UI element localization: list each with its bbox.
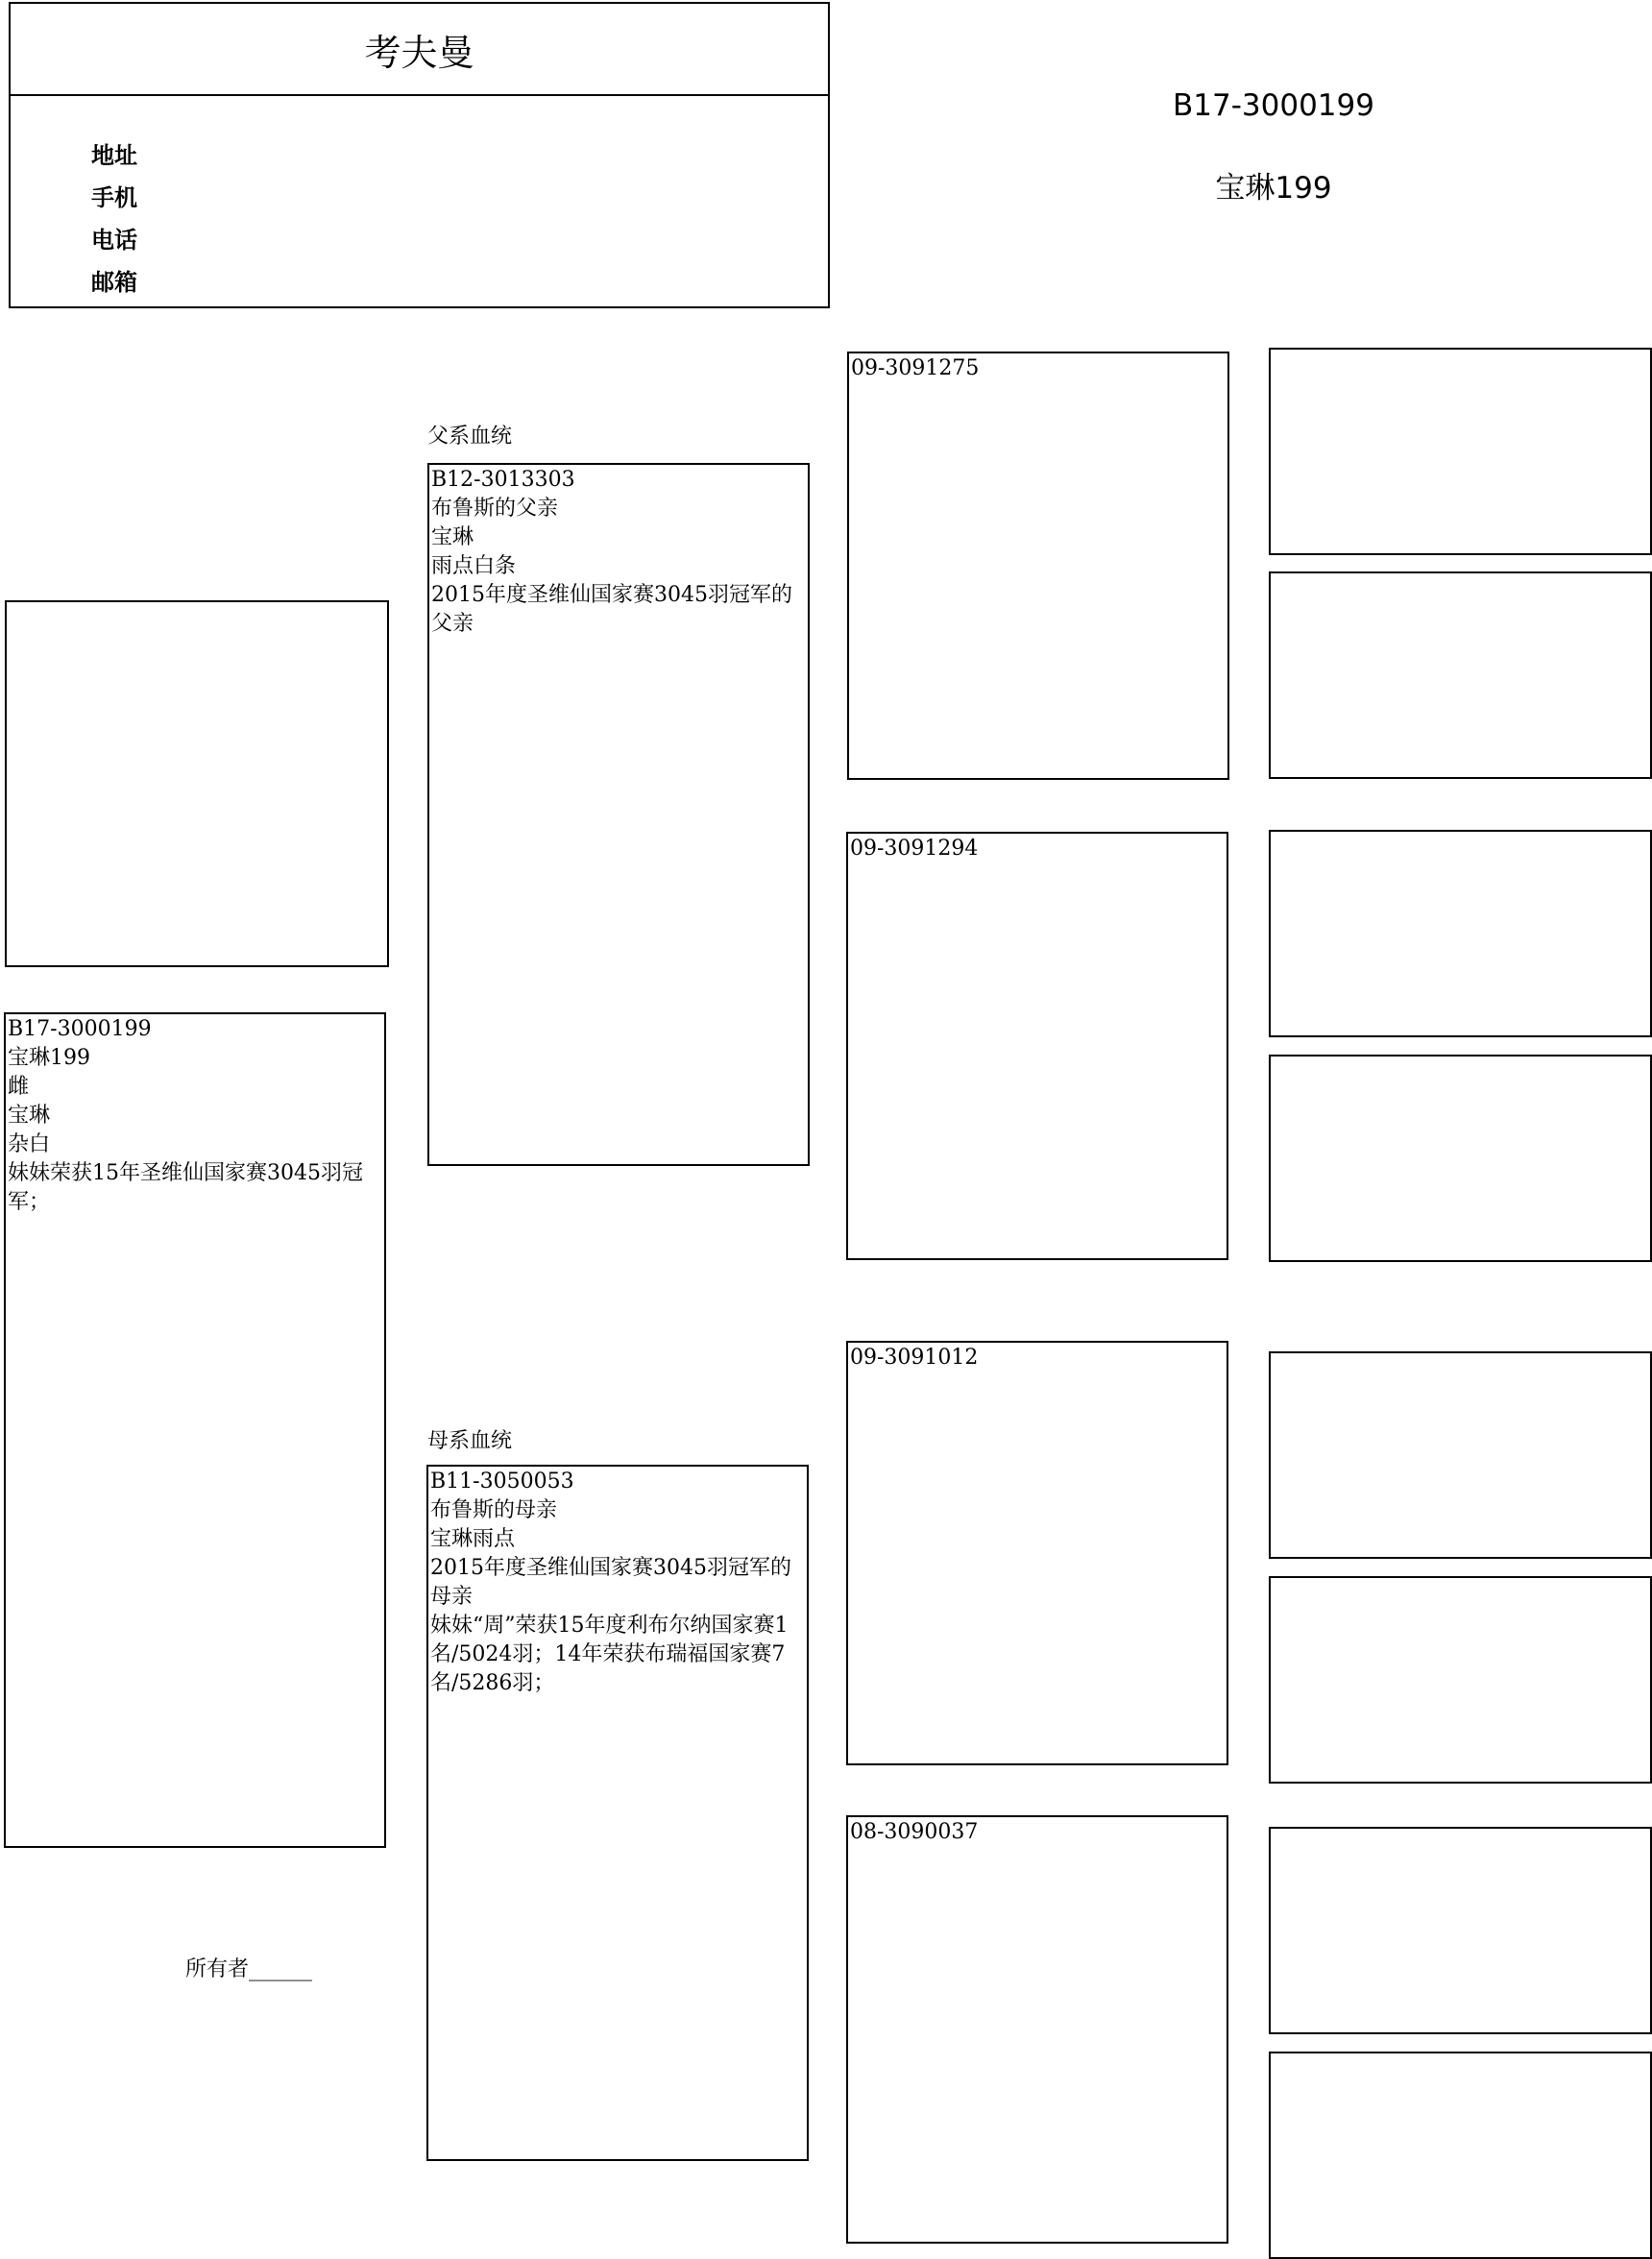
subject-line: 杂白 — [8, 1132, 51, 1156]
dam-line: 宝琳雨点 — [430, 1527, 516, 1551]
sire-line: 宝琳 — [431, 525, 474, 549]
dam-line: B11-3050053 — [430, 1470, 574, 1494]
grandparent-box — [846, 1815, 1228, 2244]
bird-ring-number: B17-3000199 — [1173, 88, 1374, 123]
dam-line: 布鲁斯的母亲 — [430, 1498, 558, 1522]
breeder-header — [9, 2, 830, 308]
phone-label: 电话 — [91, 227, 137, 254]
grandparent-box — [846, 1341, 1228, 1765]
bird-name: 宝琳199 — [1215, 171, 1332, 206]
dam-section-label: 母系血统 — [427, 1429, 513, 1453]
grandparent-ring: 09-3091012 — [850, 1346, 979, 1370]
subject-box — [4, 1012, 386, 1848]
grandparent-ring: 09-3091275 — [851, 356, 980, 380]
great-grandparent-box — [1269, 348, 1652, 555]
sire-line: 布鲁斯的父亲 — [431, 497, 559, 521]
subject-line: 宝琳199 — [8, 1046, 90, 1070]
subject-line: B17-3000199 — [8, 1017, 152, 1041]
great-grandparent-box — [1269, 1576, 1652, 1784]
grandparent-ring: 09-3091294 — [850, 837, 979, 861]
sire-line: 雨点白条 — [431, 554, 517, 578]
great-grandparent-box — [1269, 1351, 1652, 1559]
breeder-name: 考夫曼 — [11, 4, 828, 96]
mobile-label: 手机 — [91, 184, 137, 211]
sire-line: 2015年度圣维仙国家赛3045羽冠军的父亲 — [431, 583, 792, 636]
bird-photo-frame — [5, 600, 389, 967]
sire-section-label: 父系血统 — [427, 425, 513, 449]
subject-line: 妹妹荣获15年圣维仙国家赛3045羽冠军； — [8, 1161, 363, 1214]
contact-list — [91, 134, 137, 304]
subject-line: 宝琳 — [8, 1104, 51, 1128]
subject-line: 雌 — [8, 1075, 30, 1099]
grandparent-box — [847, 352, 1229, 780]
sire-line: B12-3013303 — [431, 468, 575, 492]
great-grandparent-box — [1269, 1055, 1652, 1262]
dam-line: 妹妹“周”荣获15年度利布尔纳国家赛1名/5024羽；14年荣获布瑞福国家赛7名/5286羽； — [430, 1614, 789, 1695]
great-grandparent-box — [1269, 2052, 1652, 2259]
address-label: 地址 — [91, 142, 137, 169]
grandparent-box — [846, 832, 1228, 1260]
email-label: 邮箱 — [91, 269, 137, 296]
dam-box — [426, 1465, 809, 2161]
great-grandparent-box — [1269, 1827, 1652, 2034]
sire-box — [427, 463, 810, 1166]
great-grandparent-box — [1269, 571, 1652, 779]
dam-line: 2015年度圣维仙国家赛3045羽冠军的母亲 — [430, 1556, 791, 1609]
great-grandparent-box — [1269, 830, 1652, 1037]
grandparent-ring: 08-3090037 — [850, 1820, 979, 1844]
owner-label: 所有者______ — [185, 1957, 313, 1981]
